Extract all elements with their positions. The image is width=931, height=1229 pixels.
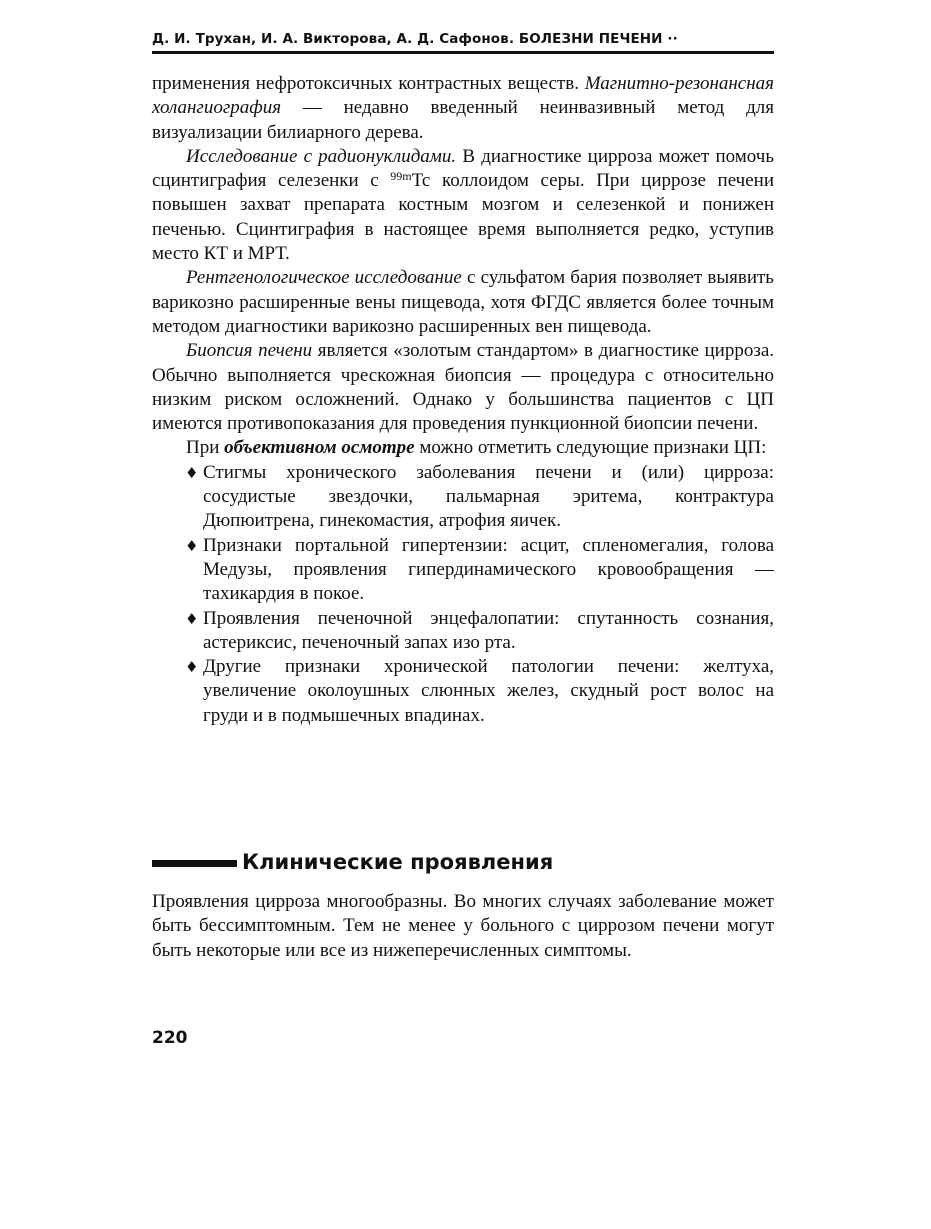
- paragraph-text: При: [186, 437, 225, 459]
- list-item-text: Другие признаки хронической патологии печени: желтуха, увеличение околоушных слюнных желез, скудный рост волос на груди и в подмышечных впадинах.: [203, 656, 774, 726]
- diamond-bullet-icon: ♦: [185, 609, 199, 628]
- term-xray-study: Рентгенологическое исследование: [186, 267, 462, 289]
- running-head: Д. И. Трухан, И. А. Викторова, А. Д. Сафонов. БОЛЕЗНИ ПЕЧЕНИ ··: [152, 31, 678, 47]
- header-rule: [152, 51, 774, 54]
- diamond-bullet-icon: ♦: [185, 658, 199, 677]
- term-objective-examination: объективном осмотре: [224, 437, 415, 459]
- paragraph-contrast: [152, 72, 774, 145]
- signs-list: [152, 461, 774, 728]
- list-item: [152, 534, 774, 607]
- list-item-text: Стигмы хронического заболевания печени и (или) цирроза: сосудистые звездочки, пальмарная эритема, контрактура Дюпюитрена, гинекомастия, атрофия яичек.: [203, 461, 774, 532]
- list-item: [152, 655, 774, 728]
- diamond-bullet-icon: ♦: [185, 536, 199, 555]
- paragraph-clinical: Проявления цирроза многообразны. Во многих случаях заболевание может быть бессимптомным. Тем не менее у больного с циррозом печени могут быть некоторые или все из нижеперечисленных симптомы.: [152, 891, 774, 961]
- paragraph-biopsy: [152, 339, 774, 436]
- paragraph-text: является «золотым стандартом» в диагностике цирроза. Обычно выполняется чрескожная биопсия — процедура с относительно низким риском осложнений. Однако у большинства пациентов с ЦП имеются противопоказания для проведения пункционной биопсии печени.: [152, 340, 775, 435]
- paragraph-text: В диагностике цирроза может помочь сцинтиграфия селезенки с: [152, 145, 775, 192]
- list-item: [152, 607, 774, 656]
- paragraph-radionuclide: [152, 145, 774, 266]
- paragraph-text: Tc коллоидом серы. При циррозе печени повышен захват препарата костным мозгом и селезенкой и понижен печенью. Сцинтиграфия в настоящее время выполняется редко, уступив место КТ и МРТ.: [152, 170, 774, 265]
- section-heading-bar: [152, 860, 237, 867]
- paragraph-text: с сульфатом бария позволяет выявить варикозно расширенные вены пищевода, хотя ФГДС является более точным методом диагностики варикозно расширенных вен пищевода.: [152, 267, 774, 337]
- term-mr-cholangiography: Магнитно-резонансная холангиография: [152, 73, 774, 119]
- section-text: [152, 890, 774, 963]
- term-liver-biopsy: Биопсия печени: [186, 340, 313, 362]
- paragraph-text: можно отметить следующие признаки ЦП:: [414, 437, 767, 459]
- paragraph-text: — недавно введенный неинвазивный метод для визуализации билиарного дерева.: [152, 97, 774, 143]
- main-text: [152, 72, 774, 728]
- isotope-superscript: 99m: [390, 169, 412, 184]
- section-heading: [152, 850, 774, 880]
- page-number: 220: [152, 1028, 188, 1048]
- paragraph-xray: [152, 266, 774, 339]
- diamond-bullet-icon: ♦: [185, 463, 199, 482]
- section-title: Клинические проявления: [242, 850, 554, 874]
- list-item-text: Признаки портальной гипертензии: асцит, спленомегалия, голова Медузы, проявления гипердинамического кровообращения — тахикардия в покое.: [203, 534, 774, 605]
- term-radionuclide-study: Исследование с радионуклидами.: [186, 145, 457, 167]
- paragraph-examination: [152, 436, 774, 460]
- list-item-text: Проявления печеночной энцефалопатии: спутанность сознания, астериксис, печеночный запах изо рта.: [203, 607, 774, 653]
- list-item: [152, 461, 774, 534]
- paragraph-text: применения нефротоксичных контрастных веществ.: [152, 73, 585, 94]
